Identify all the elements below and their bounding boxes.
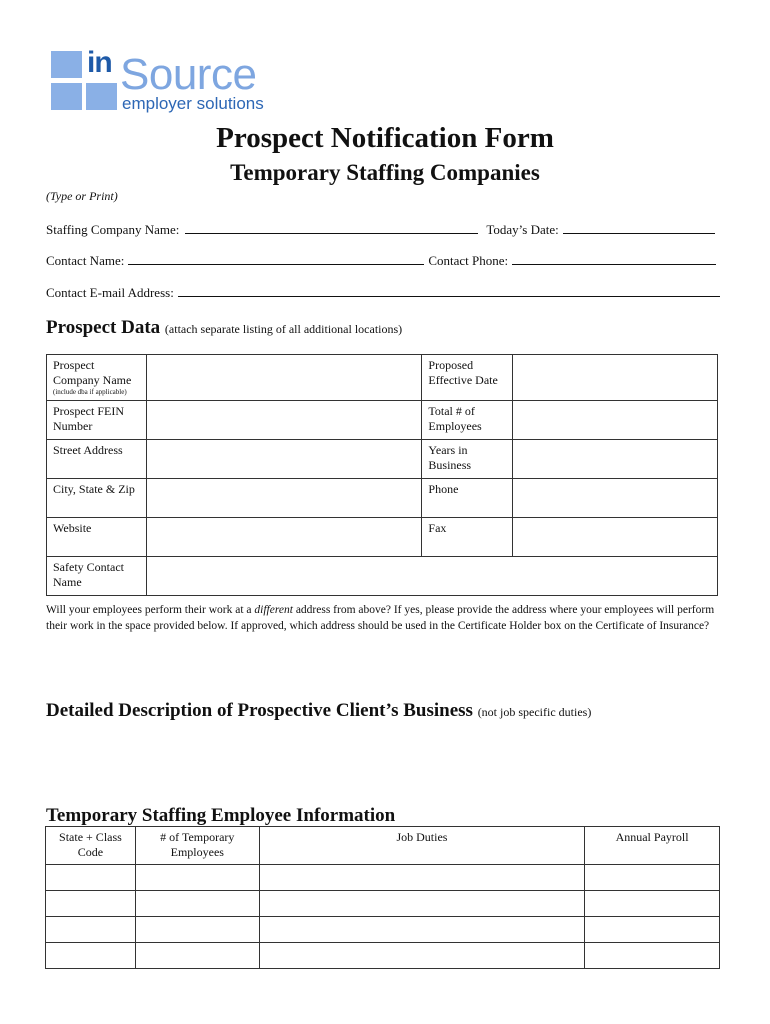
different-address-question [46, 603, 716, 634]
table-cell[interactable] [585, 865, 720, 891]
table-cell[interactable] [46, 891, 136, 917]
table-row [47, 557, 718, 596]
table-cell[interactable] [46, 917, 136, 943]
logo-tagline: employer solutions [122, 94, 264, 113]
company-name-text: Prospect Company Name [53, 358, 132, 387]
column-header: Annual Payroll [585, 827, 720, 865]
table-row [46, 943, 720, 969]
contact-name-field[interactable] [128, 251, 424, 265]
city-state-zip-label: City, State & Zip [47, 479, 147, 518]
safety-contact-label: Safety Contact Name [47, 557, 147, 596]
question-text-start: Will your employees perform their work at a [46, 604, 255, 616]
table-row [47, 479, 718, 518]
fein-label: Prospect FEIN Number [47, 401, 147, 440]
todays-date-field[interactable] [563, 220, 715, 234]
effective-date-label: Proposed Effective Date [422, 355, 513, 401]
company-name-field[interactable] [146, 355, 421, 401]
company-name-label [47, 355, 147, 401]
table-cell[interactable] [46, 943, 136, 969]
table-cell[interactable] [585, 943, 720, 969]
table-cell[interactable] [259, 865, 584, 891]
fax-label: Fax [422, 518, 513, 557]
table-row [47, 440, 718, 479]
contact-email-label: Contact E-mail Address: [46, 285, 174, 300]
phone-field[interactable] [513, 479, 718, 518]
table-row [46, 891, 720, 917]
form-title: Prospect Notification Form [216, 122, 554, 154]
description-heading [46, 700, 591, 722]
table-cell[interactable] [135, 891, 259, 917]
question-text-end: address from above? If yes, please provide the address where your employees will perform their work in the space provided below. If approved, which address should be used in the Certificate Holder box on the Certificate of Insurance? [46, 604, 715, 632]
table-cell[interactable] [135, 865, 259, 891]
table-cell[interactable] [585, 891, 720, 917]
total-employees-field[interactable] [513, 401, 718, 440]
table-row [47, 518, 718, 557]
table-row [46, 865, 720, 891]
total-employees-label: Total # of Employees [422, 401, 513, 440]
fein-field[interactable] [146, 401, 421, 440]
website-field[interactable] [146, 518, 421, 557]
prospect-data-note: (attach separate listing of all additional locations) [164, 322, 403, 336]
years-in-business-label: Years in Business [422, 440, 513, 479]
years-in-business-field[interactable] [513, 440, 718, 479]
description-note: (not job specific duties) [477, 705, 592, 719]
column-header: State + Class Code [46, 827, 136, 865]
prospect-data-heading [46, 317, 402, 339]
column-header: # of Temporary Employees [135, 827, 259, 865]
safety-contact-field[interactable] [146, 557, 717, 596]
contact-email-row [46, 283, 720, 301]
city-state-zip-field[interactable] [146, 479, 421, 518]
column-header: Job Duties [259, 827, 584, 865]
question-text-emphasis: different [254, 604, 293, 616]
todays-date-label: Today’s Date: [486, 222, 559, 237]
contact-email-field[interactable] [178, 283, 720, 297]
fax-field[interactable] [513, 518, 718, 557]
contact-row [46, 251, 716, 269]
table-row [47, 355, 718, 401]
type-or-print-note: (Type or Print) [46, 189, 118, 203]
logo-name: Source [120, 50, 257, 99]
contact-phone-field[interactable] [512, 251, 716, 265]
table-cell[interactable] [46, 865, 136, 891]
staffing-company-label: Staffing Company Name: [46, 222, 180, 237]
effective-date-field[interactable] [513, 355, 718, 401]
table-row [47, 401, 718, 440]
table-header-row [46, 827, 720, 865]
company-name-note: (include dba if applicable) [53, 388, 127, 396]
contact-name-label: Contact Name: [46, 253, 125, 268]
table-cell[interactable] [259, 943, 584, 969]
prospect-data-table [46, 354, 718, 596]
staffing-table [45, 826, 720, 969]
contact-phone-label: Contact Phone: [428, 253, 509, 268]
phone-label: Phone [422, 479, 513, 518]
logo-prefix: in [87, 46, 112, 79]
table-cell[interactable] [585, 917, 720, 943]
description-title: Detailed Description of Prospective Client’s Business [46, 700, 473, 721]
logo-square [51, 83, 82, 110]
table-cell[interactable] [259, 917, 584, 943]
table-row [46, 917, 720, 943]
form-subtitle: Temporary Staffing Companies [230, 160, 540, 185]
staffing-company-field[interactable] [185, 220, 478, 234]
table-cell[interactable] [135, 943, 259, 969]
staffing-heading: Temporary Staffing Employee Information [46, 805, 396, 826]
street-address-label: Street Address [47, 440, 147, 479]
table-cell[interactable] [259, 891, 584, 917]
logo-square [51, 51, 82, 78]
staffing-company-row [46, 220, 715, 238]
logo-square [86, 83, 117, 110]
prospect-data-title: Prospect Data [46, 317, 161, 338]
street-address-field[interactable] [146, 440, 421, 479]
table-cell[interactable] [135, 917, 259, 943]
website-label: Website [47, 518, 147, 557]
